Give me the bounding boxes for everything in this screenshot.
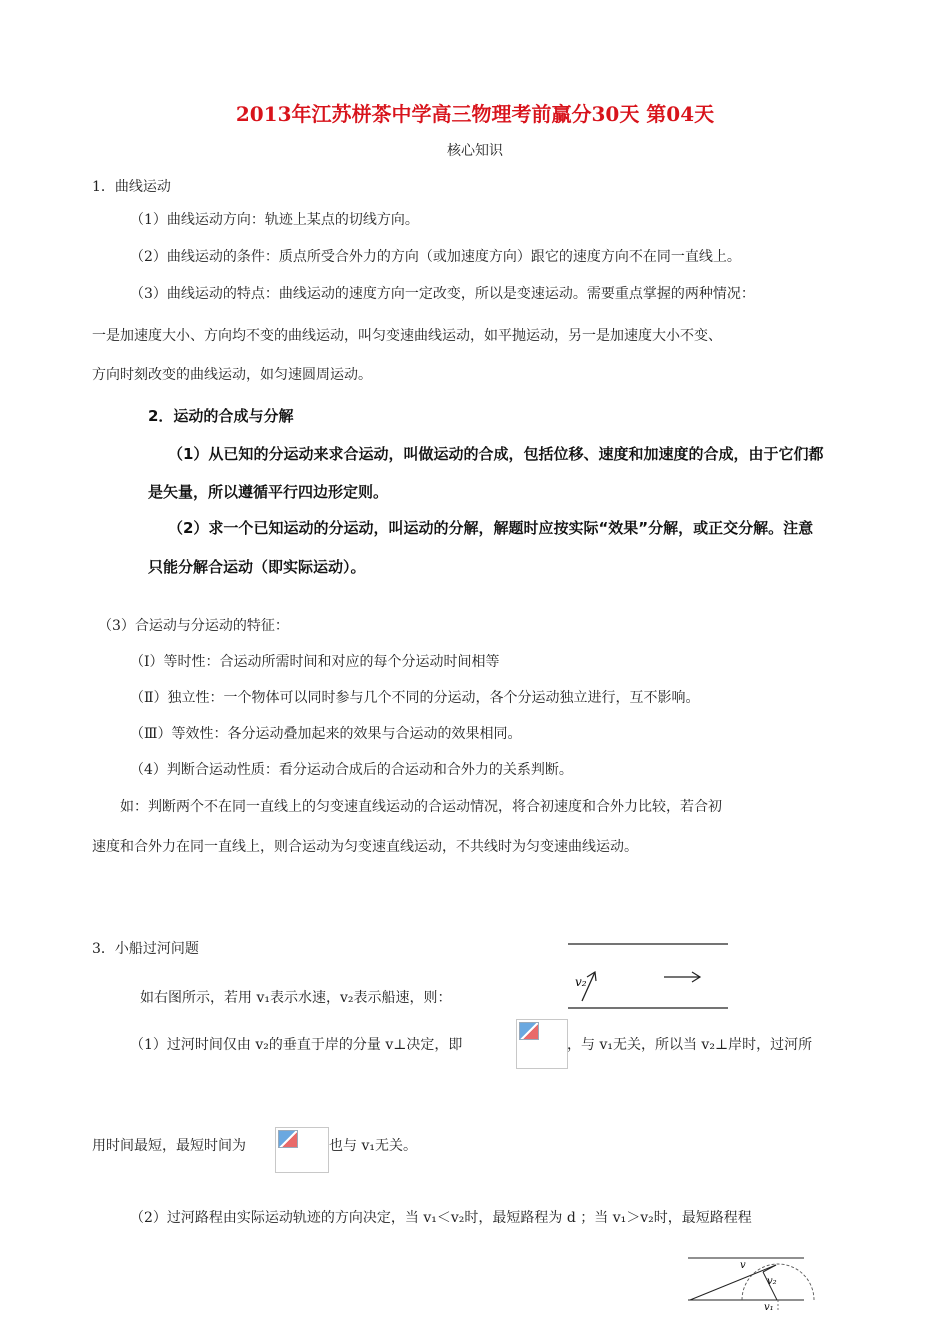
section2-example-line2: 速度和合外力在同一直线上，则合运动为匀变速直线运动，不共线时为匀变速曲线运动。 [92,839,638,855]
shortest-path-figure [680,1248,830,1340]
section3-para1-line1a: （1）过河时间仅由 v₂的垂直于岸的分量 v⊥决定，即 [130,1037,463,1053]
section2-para1-line1: （1）从已知的分运动来求合运动，叫做运动的合成，包括位移、速度和加速度的合成，由于它们都 [168,445,824,463]
section3-para1-line2a: 用时间最短，最短时间为 [92,1138,246,1154]
section3-para1-line1b: ，与 v₁无关，所以当 v₂⊥岸时，过河所 [567,1037,813,1053]
section2-para2-line2: 只能分解合运动（即实际运动）。 [148,558,366,576]
section2-item4: （4）判断合运动性质：看分运动合成后的合运动和合外力的关系判断。 [130,762,573,778]
section1-para2: （2）曲线运动的条件：质点所受合外力的方向（或加速度方向）跟它的速度方向不在同一直线上。 [130,249,741,265]
label-v: v [740,1260,746,1271]
section1-para1: （1）曲线运动方向：轨迹上某点的切线方向。 [130,212,419,228]
section2-heading: 2．运动的合成与分解 [148,407,294,425]
section2-para2-line1: （2）求一个已知运动的分运动，叫运动的分解，解题时应按实际“效果”分解，或正交分解。注意 [168,519,814,537]
broken-image-icon [519,1022,539,1040]
section3-para1-line2b: 也与 v₁无关。 [329,1138,417,1154]
section2-item2: （Ⅱ）独立性：一个物体可以同时参与几个不同的分运动，各个分运动独立进行，互不影响。 [130,690,700,706]
label-v1: v₁ [764,1302,774,1313]
section3-heading: 3．小船过河问题 [92,941,199,957]
section1-heading: 1．曲线运动 [92,179,171,195]
section1-para3-line2: 一是加速度大小、方向均不变的曲线运动，叫匀变速曲线运动，如平抛运动，另一是加速度大小不变、 [92,328,722,344]
section1-para3-line3: 方向时刻改变的曲线运动，如匀速圆周运动。 [92,367,372,383]
section2-para1-line2: 是矢量，所以遵循平行四边形定则。 [148,483,389,501]
resultant-path [690,1265,776,1300]
section2-item3: （Ⅲ）等效性：各分运动叠加起来的效果与合运动的效果相同。 [130,726,522,742]
label-v2: v₂ [767,1276,777,1287]
formula-image-placeholder [516,1019,568,1069]
section3-intro: 如右图所示，若用 v₁表示水速，v₂表示船速，则： [140,990,452,1006]
river-crossing-figure [560,935,735,1015]
section1-para3-line1: （3）曲线运动的特点：曲线运动的速度方向一定改变，所以是变速运动。需要重点掌握的两种情况： [130,286,755,302]
section2-example-line1: 如：判断两个不在同一直线上的匀变速直线运动的合运动情况，将合初速度和合外力比较，若合初 [120,799,722,815]
section2-para3: （3）合运动与分运动的特征： [98,618,289,634]
page-title: 2013年江苏栟茶中学高三物理考前赢分30天 第04天 [235,102,715,126]
velocity-circle [742,1264,814,1300]
boat-velocity-label: v₂ [575,975,587,989]
broken-image-icon [278,1130,298,1148]
section2-item1: （Ⅰ）等时性：合运动所需时间和对应的每个分运动时间相等 [130,654,500,670]
formula-image-placeholder-2 [275,1127,329,1173]
section3-para2: （2）过河路程由实际运动轨迹的方向决定，当 v₁＜v₂时，最短路程为 d ；当 v₁＞v₂时，最短路程程 [130,1210,752,1226]
page-subtitle: 核心知识 [447,143,503,159]
